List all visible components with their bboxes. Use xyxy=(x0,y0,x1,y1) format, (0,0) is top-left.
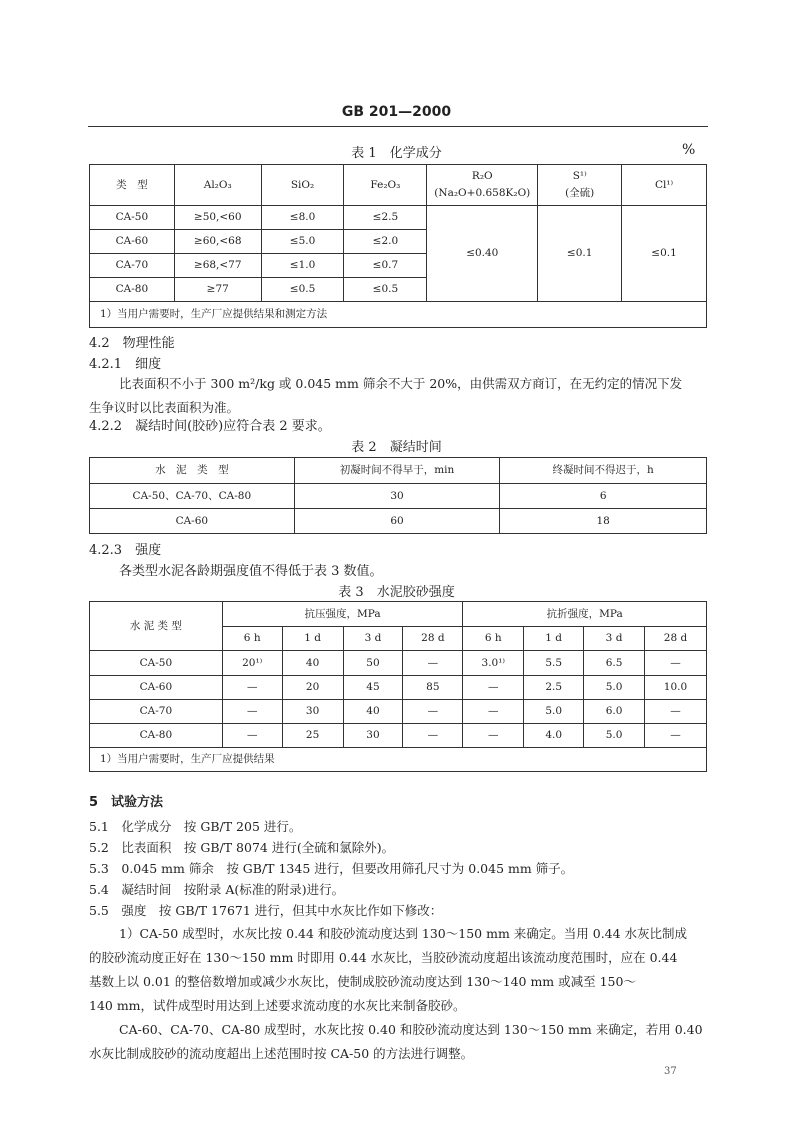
table1-caption: 表 1 化学成分 xyxy=(351,146,442,161)
table3-cell: — xyxy=(222,700,282,724)
table3-cell: — xyxy=(403,651,463,676)
table3-cell: — xyxy=(645,724,707,748)
section-5-items xyxy=(89,816,573,921)
table3-age: 28 d xyxy=(403,627,463,651)
table3-cell: 3.0¹⁾ xyxy=(463,651,524,676)
table1 xyxy=(89,164,707,328)
table3-cell: — xyxy=(463,724,524,748)
table3-age: 3 d xyxy=(584,627,645,651)
table3-age: 1 d xyxy=(524,627,584,651)
table3-cell: CA-60 xyxy=(90,676,223,700)
section-4-2-1-paragraph xyxy=(89,372,682,420)
table1-cl-value: ≤0.1 xyxy=(622,206,707,302)
table3-cell: 30 xyxy=(282,700,343,724)
table1-cell: ≤0.7 xyxy=(344,254,427,278)
table3-cell: 6.0 xyxy=(584,700,645,724)
table3-cell: 5.0 xyxy=(584,724,645,748)
table1-cell: ≤2.0 xyxy=(344,230,427,254)
table1-cell: ≥77 xyxy=(174,278,261,302)
table1-unit: % xyxy=(682,142,696,158)
table3-cell: 5.0 xyxy=(524,700,584,724)
table1-cell: ≥50,<60 xyxy=(174,206,261,230)
table1-header-r2o xyxy=(427,165,538,206)
table3-cell: 40 xyxy=(343,700,403,724)
table3-cell: — xyxy=(222,724,282,748)
table2-cell: 30 xyxy=(294,484,500,509)
table3-age: 28 d xyxy=(645,627,707,651)
table1-header-cl: Cl¹⁾ xyxy=(622,165,707,206)
section-4-2-heading: 4.2 物理性能 xyxy=(89,336,175,351)
table1-cell: CA-50 xyxy=(90,206,175,230)
table1-cell: CA-80 xyxy=(90,278,175,302)
table3-cell: 5.0 xyxy=(584,676,645,700)
table2-header-final: 终凝时间不得迟于，h xyxy=(500,458,707,484)
table1-header-s-line1: S¹⁾ xyxy=(572,170,587,183)
table2-cell: 6 xyxy=(500,484,707,509)
table3-cell: — xyxy=(222,676,282,700)
section-5-item: 5.4 凝结时间 按附录 A(标准的附录)进行。 xyxy=(89,882,345,897)
table3-cell: — xyxy=(463,676,524,700)
paragraph-line: 140 mm，试件成型时用达到上述要求流动度的水灰比来制备胶砂。 xyxy=(89,998,466,1013)
table1-header-r2o-line1: R₂O xyxy=(471,170,493,183)
table3-cell: 40 xyxy=(282,651,343,676)
table1-footnote: 1）当用户需要时，生产厂应提供结果和测定方法 xyxy=(90,302,707,328)
table3-age: 6 h xyxy=(222,627,282,651)
table3-cell: 6.5 xyxy=(584,651,645,676)
paragraph-line: 比表面积不小于 300 m²/kg 或 0.045 mm 筛余不大于 20%，由供需双方商订，在无约定的情况下发 xyxy=(119,376,683,391)
table1-cell: CA-70 xyxy=(90,254,175,278)
table1-cell: ≤2.5 xyxy=(344,206,427,230)
table3-cell: — xyxy=(463,700,524,724)
section-4-2-1-heading: 4.2.1 细度 xyxy=(89,357,162,372)
table3-cell: — xyxy=(403,724,463,748)
table3-header-compressive: 抗压强度，MPa xyxy=(222,602,463,627)
table3-cell: 20¹⁾ xyxy=(222,651,282,676)
table3-footnote: 1）当用户需要时，生产厂应提供结果 xyxy=(90,748,707,772)
table3-cell: 30 xyxy=(343,724,403,748)
table1-cell: ≤0.5 xyxy=(261,278,344,302)
table1-cell: ≤0.5 xyxy=(344,278,427,302)
table3-cell: 45 xyxy=(343,676,403,700)
paragraph-line: CA-60、CA-70、CA-80 成型时，水灰比按 0.40 和胶砂流动度达到 130～150 mm 来确定，若用 0.40 xyxy=(119,1022,703,1037)
table3-cell: — xyxy=(645,700,707,724)
table1-cell: ≤8.0 xyxy=(261,206,344,230)
table3-header-type: 水 泥 类 型 xyxy=(90,602,223,651)
table2-cell: CA-50、CA-70、CA-80 xyxy=(90,484,295,509)
table3-cell: — xyxy=(645,651,707,676)
table1-header-s xyxy=(538,165,622,206)
table1-header-r2o-line2: (Na₂O+0.658K₂O) xyxy=(434,187,531,199)
table3-cell: CA-70 xyxy=(90,700,223,724)
table2-cell: CA-60 xyxy=(90,509,295,534)
section-4-2-2-heading: 4.2.2 凝结时间(胶砂)应符合表 2 要求。 xyxy=(89,419,331,434)
paragraph-line: 1）CA-50 成型时，水灰比按 0.44 和胶砂流动度达到 130～150 mm 来确定。当用 0.44 水灰比制成 xyxy=(119,926,688,941)
table1-header-s-line2: (全硫) xyxy=(565,187,595,199)
table3-cell: — xyxy=(403,700,463,724)
header-rule xyxy=(88,126,708,127)
table3-cell: 4.0 xyxy=(524,724,584,748)
table2-caption: 表 2 凝结时间 xyxy=(351,440,442,455)
table3-cell: 2.5 xyxy=(524,676,584,700)
page-number: 37 xyxy=(664,1066,677,1077)
table3-age: 6 h xyxy=(463,627,524,651)
section-4-2-3-heading: 4.2.3 强度 xyxy=(89,543,162,558)
table1-cell: CA-60 xyxy=(90,230,175,254)
table1-r2o-value: ≤0.40 xyxy=(427,206,538,302)
table2-cell: 60 xyxy=(294,509,500,534)
table1-header-fe2o3: Fe₂O₃ xyxy=(344,165,427,206)
table2-header-type: 水 泥 类 型 xyxy=(90,458,295,484)
table1-cell: ≤5.0 xyxy=(261,230,344,254)
table3-cell: 50 xyxy=(343,651,403,676)
paragraph-line: 的胶砂流动度正好在 130～150 mm 时即用 0.44 水灰比，当胶砂流动度超出该流动度范围时，应在 0.44 xyxy=(89,950,678,965)
table3-age: 3 d xyxy=(343,627,403,651)
section-4-2-3-paragraph: 各类型水泥各龄期强度值不得低于表 3 数值。 xyxy=(119,564,383,579)
section-5-item: 5.3 0.045 mm 筛余 按 GB/T 1345 进行，但要改用筛孔尺寸为 0.045 mm 筛子。 xyxy=(89,861,574,876)
table1-header-al2o3: Al₂O₃ xyxy=(174,165,261,206)
table1-cell: ≥68,<77 xyxy=(174,254,261,278)
table3-cell: CA-50 xyxy=(90,651,223,676)
table3-cell: CA-80 xyxy=(90,724,223,748)
table1-cell: ≤1.0 xyxy=(261,254,344,278)
table3-cell: 5.5 xyxy=(524,651,584,676)
table3-cell: 10.0 xyxy=(645,676,707,700)
table3-cell: 20 xyxy=(282,676,343,700)
paragraph-line: 基数上以 0.01 的整倍数增加或减少水灰比，使制成胶砂流动度达到 130～140 mm 或减至 150～ xyxy=(89,974,636,989)
table1-cell: ≥60,<68 xyxy=(174,230,261,254)
table1-header-sio2: SiO₂ xyxy=(261,165,344,206)
section-5-item: 5.1 化学成分 按 GB/T 205 进行。 xyxy=(89,819,302,834)
table3-header-flexural: 抗折强度，MPa xyxy=(463,602,707,627)
paragraph-line: 生争议时以比表面积为准。 xyxy=(89,400,240,415)
table3-cell: 85 xyxy=(403,676,463,700)
table3-age: 1 d xyxy=(282,627,343,651)
section-5-5-paragraph-2 xyxy=(89,1018,703,1066)
table3 xyxy=(89,601,707,772)
table1-header-type: 类 型 xyxy=(90,165,175,206)
section-5-heading: 5 试验方法 xyxy=(89,795,164,810)
section-5-item: 5.5 强度 按 GB/T 17671 进行，但其中水灰比作如下修改： xyxy=(89,903,443,918)
table2 xyxy=(89,457,707,534)
table3-cell: 25 xyxy=(282,724,343,748)
section-5-item: 5.2 比表面积 按 GB/T 8074 进行(全硫和氯除外)。 xyxy=(89,840,395,855)
standard-code-header: GB 201—2000 xyxy=(341,104,452,120)
section-5-5-paragraph-1 xyxy=(89,922,687,1018)
table2-cell: 18 xyxy=(500,509,707,534)
paragraph-line: 水灰比制成胶砂的流动度超出上述范围时按 CA-50 的方法进行调整。 xyxy=(89,1046,474,1061)
table3-caption: 表 3 水泥胶砂强度 xyxy=(338,585,455,600)
table1-s-value: ≤0.1 xyxy=(538,206,622,302)
table2-header-initial: 初凝时间不得早于，min xyxy=(294,458,500,484)
